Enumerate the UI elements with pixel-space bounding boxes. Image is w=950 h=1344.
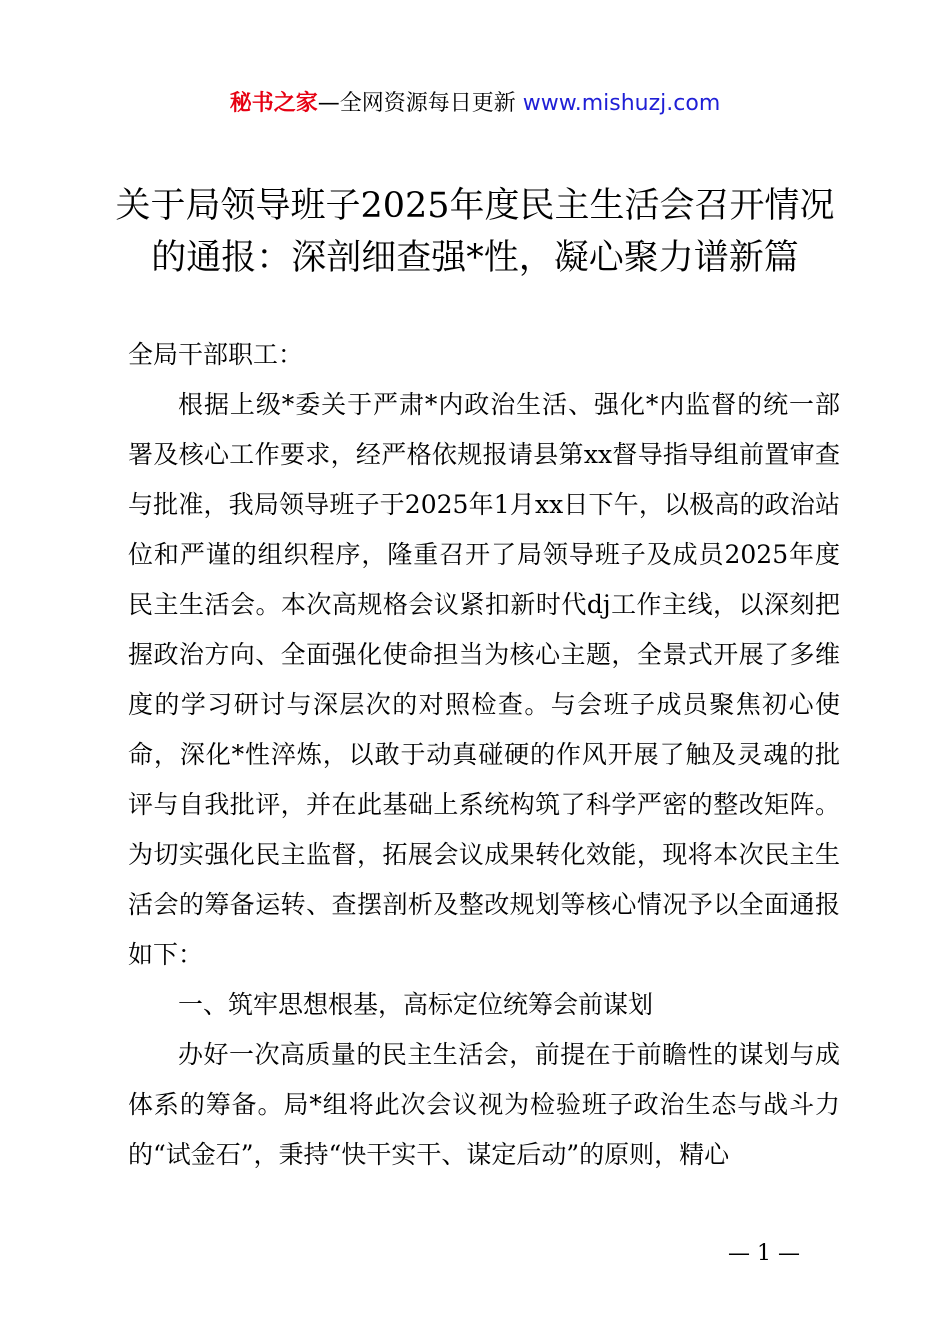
brand-name: 秘书之家 [229, 91, 318, 116]
section-paragraph: 办好一次高质量的民主生活会，前提在于前瞻性的谋划与成体系的筹备。局*组将此次会议视为检验班子政治生态与战斗力的“试金石”，秉持“快干实干、谋定后动”的原则，精心 [128, 1040, 840, 1169]
section-heading: 一、筑牢思想根基，高标定位统筹会前谋划 [178, 990, 654, 1019]
site-header [0, 86, 950, 122]
document-title: 关于局领导班子2025年度民主生活会召开情况的通报：深剖细查强*性，凝心聚力谱新篇 [115, 186, 835, 278]
site-url[interactable]: www.mishuzj.com [522, 91, 721, 116]
body-paragraph: 根据上级*委关于严肃*内政治生活、强化*内监督的统一部署及核心工作要求，经严格依规报请县第xx督导指导组前置审查与批准，我局领导班子于2025年1月xx日下午，以极高的政治站位和严谨的组织程序，隆重召开了局领导班子及成员2025年度民主生活会。本次高规格会议紧扣新时代dj工作主线，以深刻把握政治方向、全面强化使命担当为核心主题，全景式开展了多维度的学习研讨与深层次的对照检查。与会班子成员聚焦初心使命，深化*性淬炼，以敢于动真碰硬的作风开展了触及灵魂的批评与自我批评，并在此基础上系统构筑了科学严密的整改矩阵。为切实强化民主监督，拓展会议成果转化效能，现将本次民主生活会的筹备运转、查摆剖析及整改规划等核心情况予以全面通报如下： [128, 390, 840, 969]
page-number: — 1 — [728, 1241, 800, 1266]
page-footer [0, 1236, 950, 1272]
salutation: 全局干部职工： [128, 340, 304, 369]
header-tagline: —全网资源每日更新 [317, 91, 523, 116]
document-body [128, 330, 840, 1180]
